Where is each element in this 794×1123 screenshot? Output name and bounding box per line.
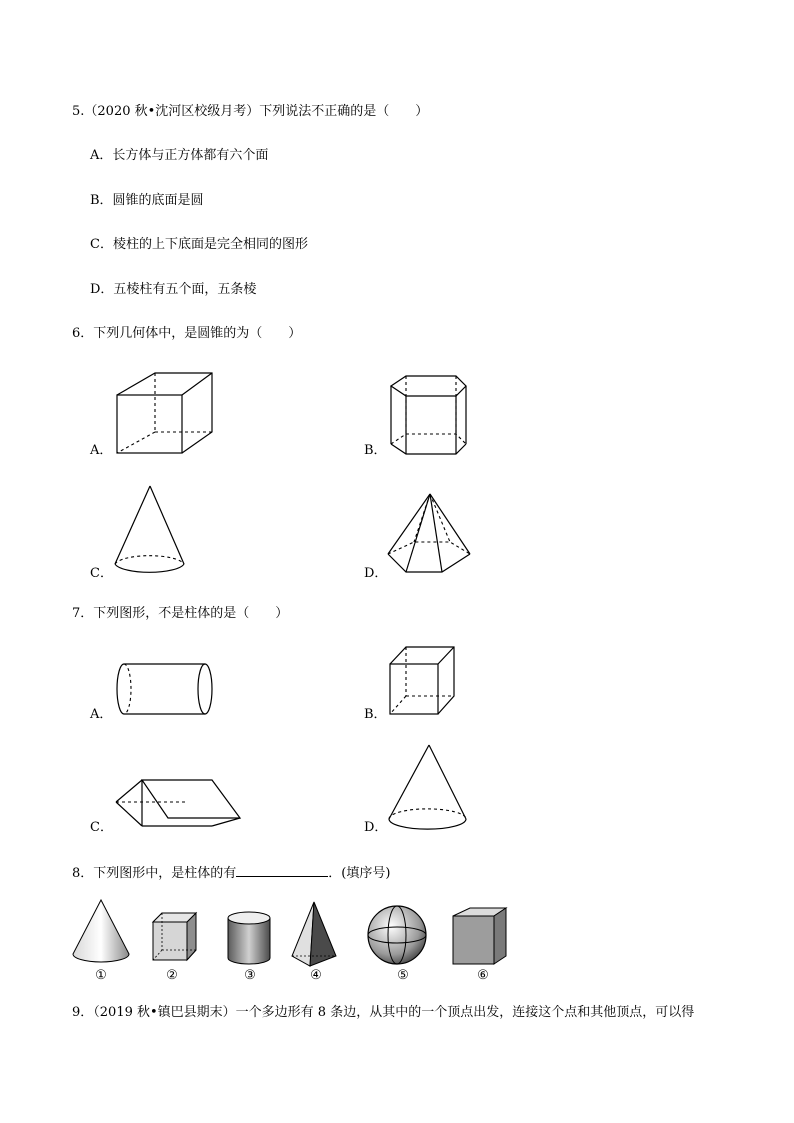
q7-label-a: A． — [90, 707, 113, 722]
q8-number-5: ⑤ — [397, 968, 409, 983]
q7-label-c: C． — [90, 820, 113, 835]
q5-option-a: A．长方体与正方体都有六个面 — [90, 148, 269, 163]
q5-option-d: D．五棱柱有五个面，五条棱 — [90, 282, 257, 297]
q7-cylinder-figure — [112, 658, 216, 720]
q8-answer-blank[interactable] — [236, 864, 328, 877]
q8-tetrahedron-solid — [290, 900, 340, 968]
q8-stem — [72, 864, 390, 882]
q6-pyramid-figure — [386, 492, 476, 578]
q9-stem: 9．（2019 秋•镇巴县期末）一个多边形有 8 条边，从其中的一个顶点出发，连接这个点和其他顶点，可以得 — [72, 1005, 695, 1020]
q6-stem: 6．下列几何体中，是圆锥的为（ ） — [72, 326, 302, 341]
q7-stem: 7．下列图形，不是柱体的是（ ） — [72, 606, 289, 621]
q6-label-c: C． — [90, 566, 113, 581]
q8-number-4: ④ — [310, 968, 322, 983]
q8-cube-solid — [150, 910, 200, 964]
q6-cone-figure — [110, 484, 190, 578]
q5-stem: 5.（2020 秋•沈河区校级月考）下列说法不正确的是（ ） — [72, 104, 429, 119]
q6-label-b: B． — [364, 443, 387, 458]
q7-cone-figure — [384, 743, 470, 833]
q8-number-2: ② — [166, 968, 178, 983]
q6-cuboid-figure — [112, 370, 218, 456]
q8-number-3: ③ — [244, 968, 256, 983]
q8-number-1: ① — [95, 968, 107, 983]
q8-stem-before: 8．下列图形中，是柱体的有 — [72, 866, 237, 881]
q7-label-d: D． — [364, 820, 388, 835]
q6-label-d: D． — [364, 566, 388, 581]
q8-number-6: ⑥ — [477, 968, 489, 983]
q6-label-a: A． — [90, 443, 113, 458]
q8-stem-after: ．(填序号) — [328, 866, 391, 881]
q5-option-b: B．圆锥的底面是圆 — [90, 193, 204, 208]
q6-hexagonal-prism-figure — [386, 372, 472, 458]
q7-label-b: B． — [364, 707, 387, 722]
q8-cylinder-solid — [224, 910, 274, 968]
q5-option-c: C．棱柱的上下底面是完全相同的图形 — [90, 237, 308, 252]
q8-cone-solid — [70, 898, 132, 966]
q8-sphere-solid — [366, 904, 428, 966]
q8-triangular-prism-solid — [450, 906, 510, 968]
q7-cube-figure — [386, 644, 458, 718]
q7-triangular-prism-figure — [112, 776, 246, 830]
